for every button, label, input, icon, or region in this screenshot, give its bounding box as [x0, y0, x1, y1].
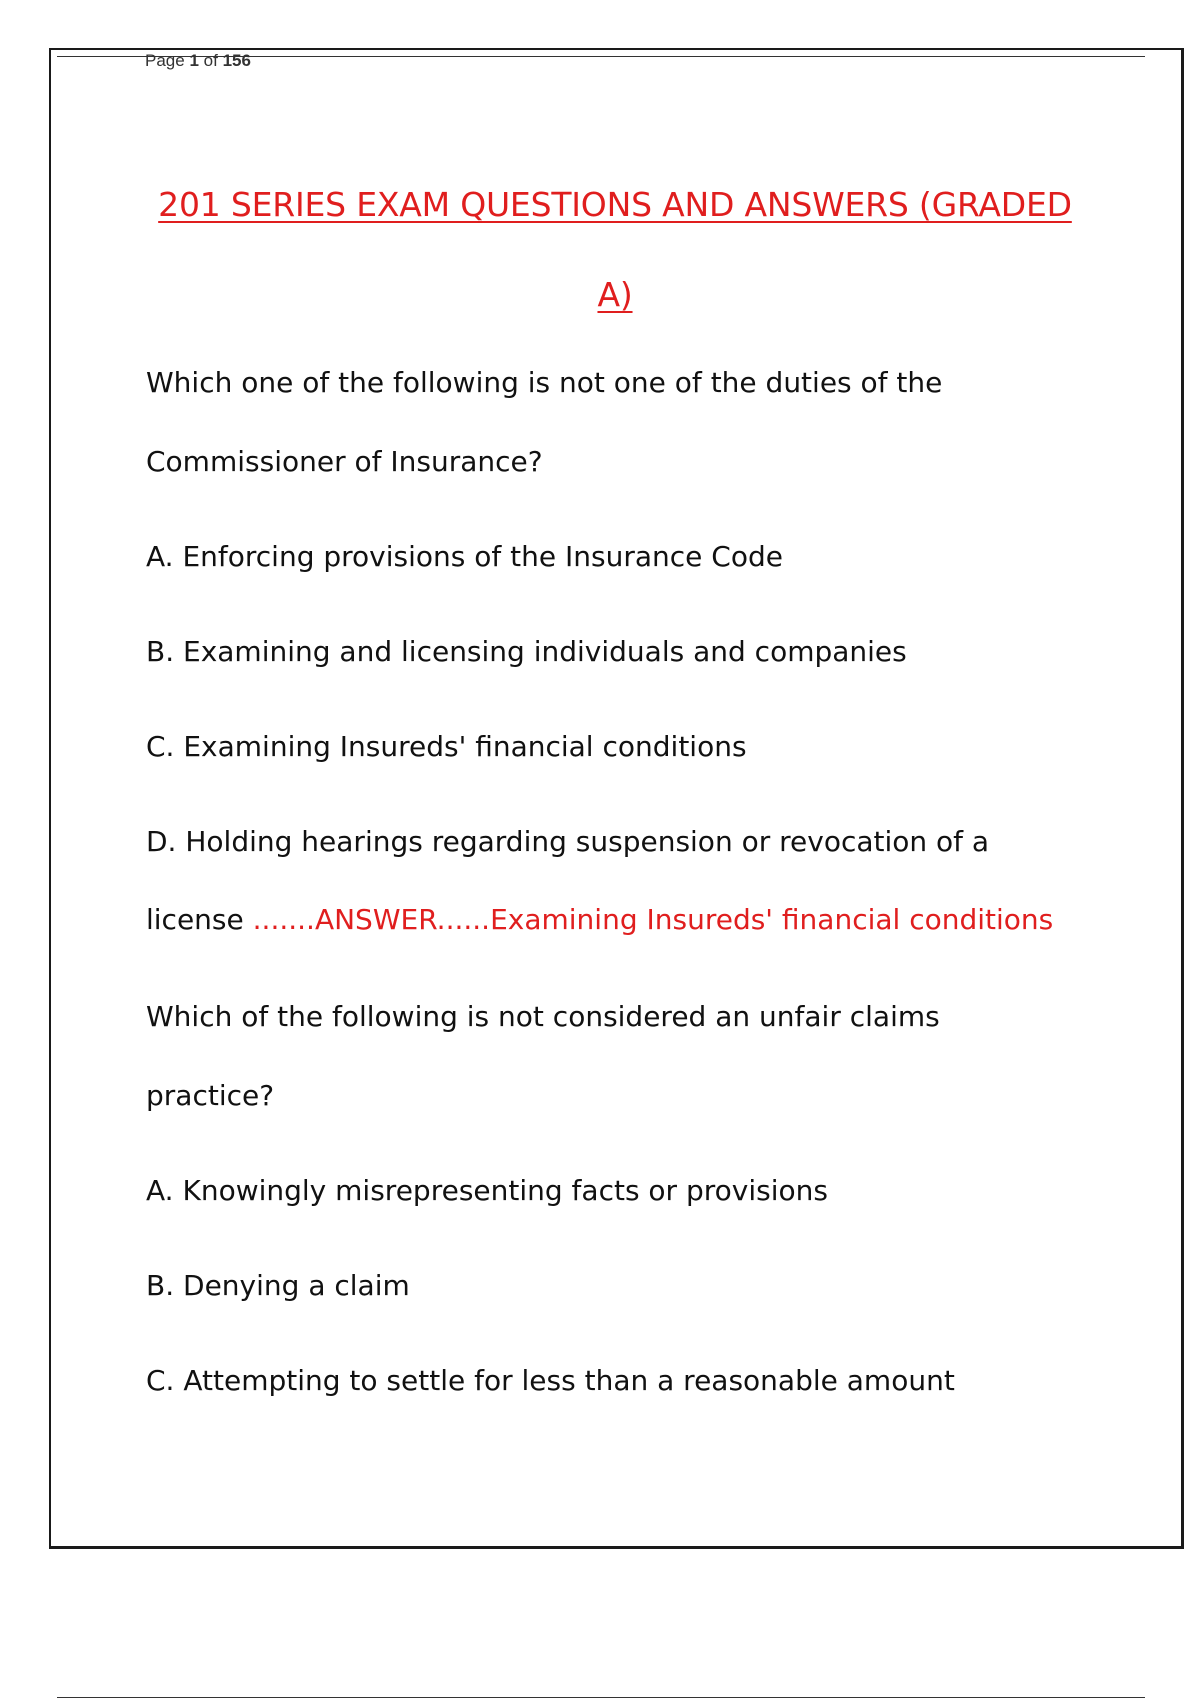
question-1-stem-line-2: Commissioner of Insurance? — [146, 445, 543, 478]
question-1-option-b: B. Examining and licensing individuals and companies — [146, 635, 907, 668]
question-1-option-d-line-1: D. Holding hearings regarding suspension or revocation of a — [146, 825, 990, 858]
option-d-continuation: license — [146, 903, 244, 936]
question-2-stem-line-2: practice? — [146, 1079, 275, 1112]
question-2-option-b: B. Denying a claim — [146, 1269, 410, 1302]
question-2-option-c: C. Attempting to settle for less than a reasonable amount — [146, 1364, 955, 1397]
footer-rule — [57, 1697, 1145, 1698]
page-word: Page — [145, 51, 185, 70]
answer-text: .......ANSWER......Examining Insureds' financial conditions — [252, 903, 1054, 936]
page-total: 156 — [222, 51, 251, 70]
question-2-stem-line-1: Which of the following is not considered an unfair claims — [146, 1000, 940, 1033]
page-number — [145, 51, 251, 71]
document-title: 201 SERIES EXAM QUESTIONS AND ANSWERS (GRADED A) — [158, 185, 1072, 314]
question-1-option-d-line-2 — [146, 902, 1053, 938]
question-2-option-a: A. Knowingly misrepresenting facts or provisions — [146, 1174, 828, 1207]
question-1-option-a: A. Enforcing provisions of the Insurance Code — [146, 540, 783, 573]
question-1-option-c: C. Examining Insureds' financial conditions — [146, 730, 747, 763]
page-current: 1 — [189, 51, 199, 70]
question-1-stem-line-1: Which one of the following is not one of the duties of the — [146, 366, 943, 399]
page-of: of — [203, 51, 218, 70]
